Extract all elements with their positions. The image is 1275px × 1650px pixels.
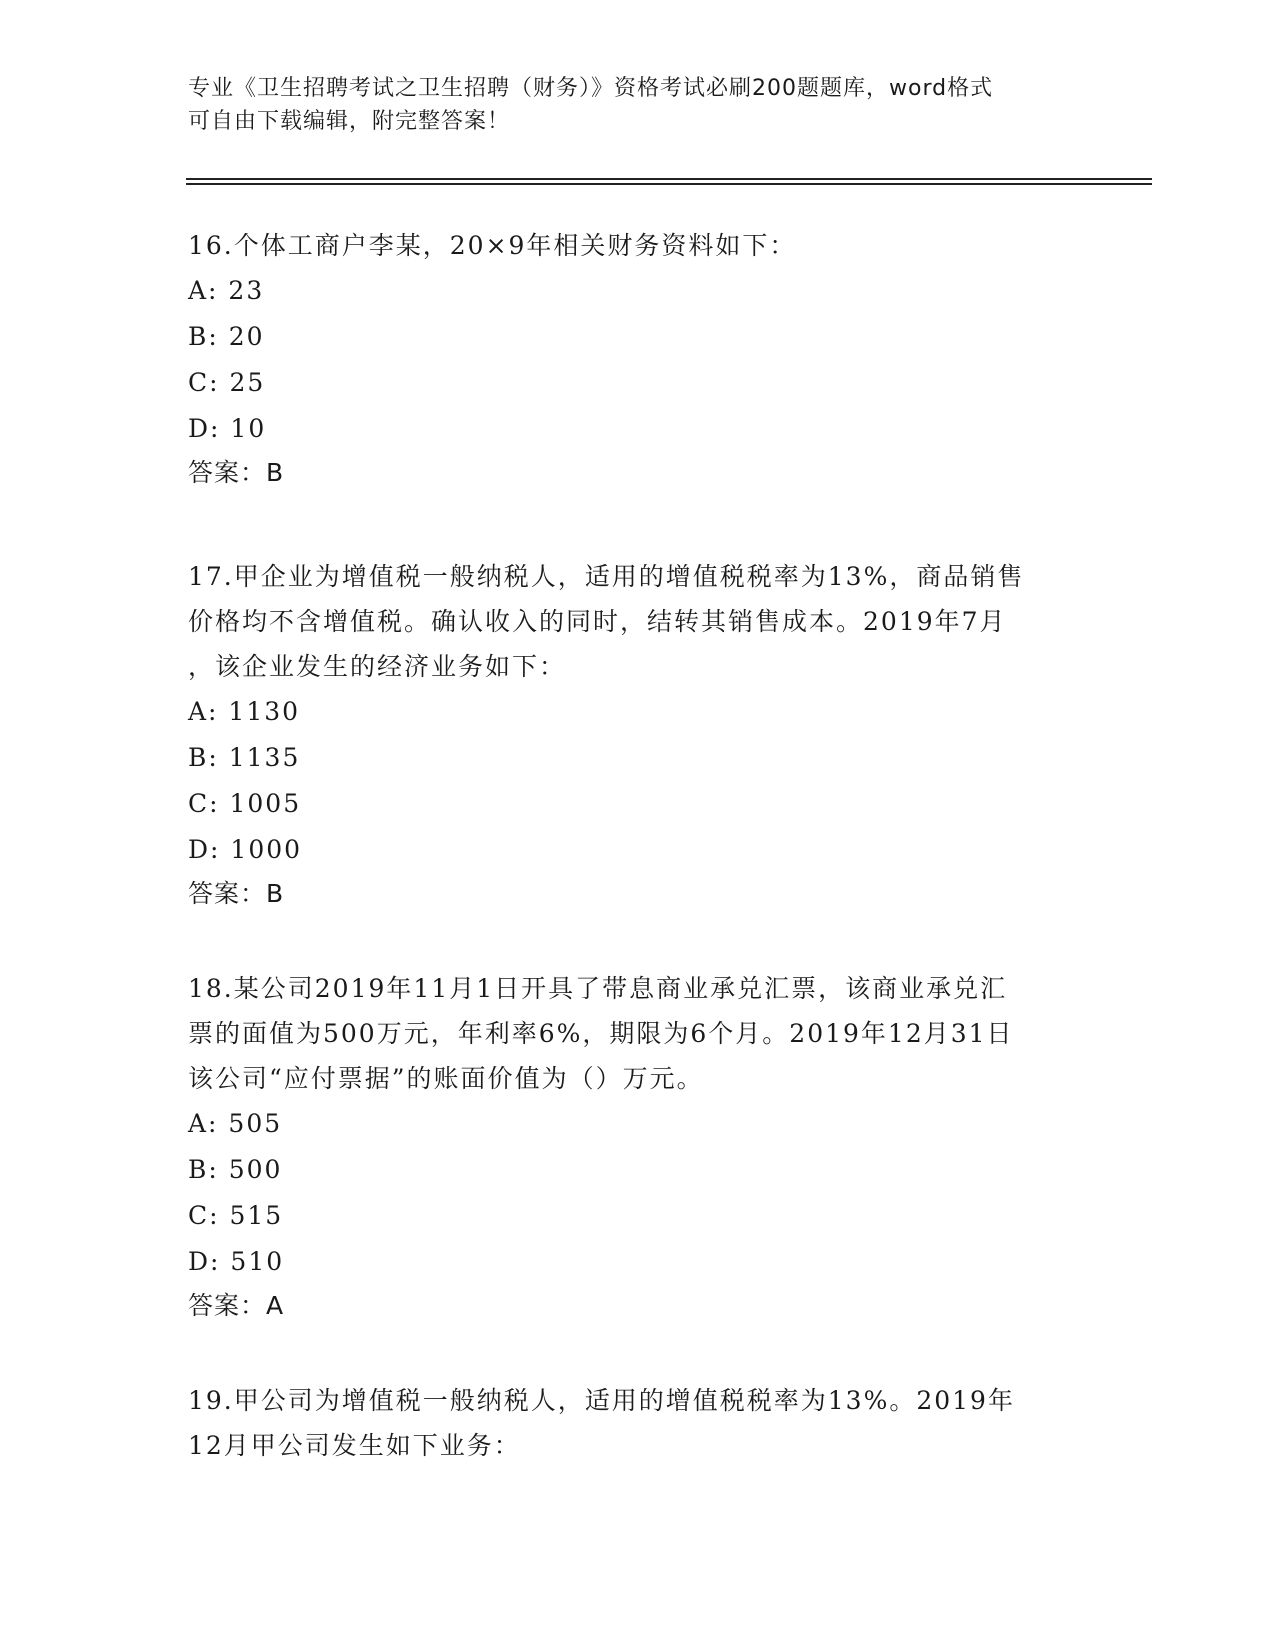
answer: 答案：A	[188, 1291, 285, 1320]
header-line-2: 可自由下载编辑，附完整答案！	[188, 109, 511, 134]
answer: 答案：B	[188, 879, 285, 908]
question-text-line-3: ，该企业发生的经济业务如下：	[188, 652, 567, 681]
question-19	[188, 1378, 1088, 1468]
option-d: D: 10	[188, 414, 267, 443]
question-text-line-1: 18.某公司2019年11月1日开具了带息商业承兑汇票，该商业承兑汇	[188, 974, 1008, 1003]
question-text-line-1: 17.甲企业为增值税一般纳税人，适用的增值税税率为13%，商品销售	[188, 562, 1025, 591]
question-17	[188, 554, 1088, 915]
option-c: C: 25	[188, 368, 266, 397]
question-text: 16.个体工商户李某，20×9年相关财务资料如下：	[188, 231, 797, 260]
option-b: B: 1135	[188, 743, 301, 772]
option-d: D: 510	[188, 1247, 285, 1276]
question-text-line-2: 价格均不含增值税。确认收入的同时，结转其销售成本。2019年7月	[188, 607, 1007, 636]
option-b: B: 500	[188, 1155, 283, 1184]
header-divider-top	[186, 178, 1152, 180]
option-d: D: 1000	[188, 835, 303, 864]
question-16	[188, 223, 1088, 494]
option-c: C: 515	[188, 1201, 284, 1230]
question-text-line-2: 票的面值为500万元，年利率6%，期限为6个月。2019年12月31日	[188, 1019, 1014, 1048]
header-line-1: 专业《卫生招聘考试之卫生招聘（财务）》资格考试必刷200题题库，word格式	[188, 76, 994, 101]
answer: 答案：B	[188, 458, 285, 487]
question-18	[188, 966, 1088, 1327]
option-a: A: 23	[188, 276, 265, 305]
question-text-line-3: 该公司“应付票据”的账面价值为（）万元。	[188, 1064, 704, 1093]
document-header	[188, 72, 1088, 138]
option-a: A: 1130	[188, 697, 301, 726]
question-text-line-1: 19.甲公司为增值税一般纳税人，适用的增值税税率为13%。2019年	[188, 1386, 1015, 1415]
header-divider-bottom	[186, 183, 1152, 185]
option-a: A: 505	[188, 1109, 283, 1138]
option-b: B: 20	[188, 322, 265, 351]
question-text-line-2: 12月甲公司发生如下业务：	[188, 1431, 521, 1460]
option-c: C: 1005	[188, 789, 302, 818]
